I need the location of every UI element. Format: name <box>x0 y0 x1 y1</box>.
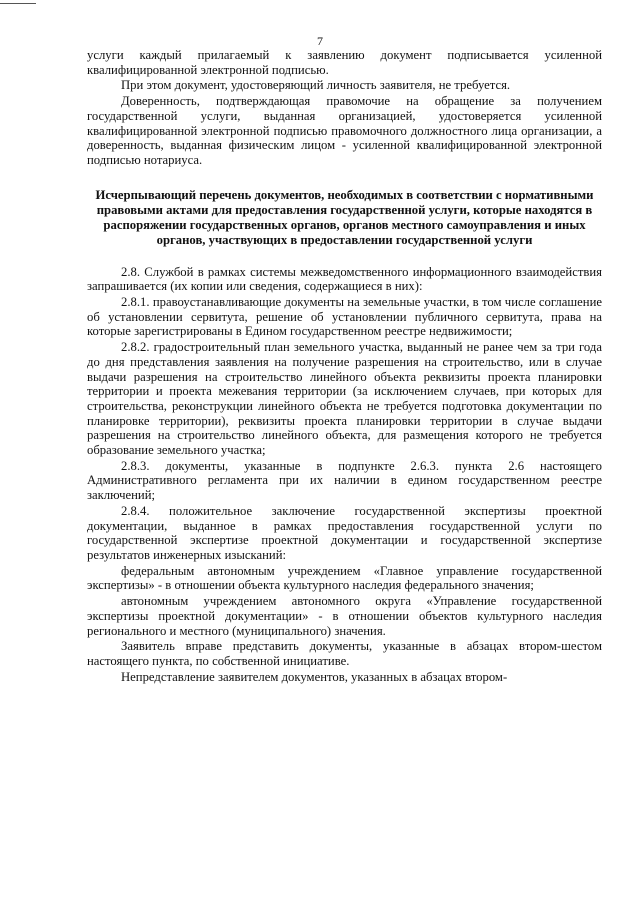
section-heading: Исчерпывающий перечень документов, необходимых в соответствии с нормативными правовыми актами для предоставления государственной услуги, которые находятся в распоряжении государственных органов, органов местного самоуправления и иных органов, участвующих в предоставлении государственной услуги <box>95 187 594 247</box>
paragraph-2-8-4: 2.8.4. положительное заключение государственной экспертизы проектной документации, выданное в рамках предоставления государственной услуги по государственной экспертизе проектной документации и государственной экспертизе результатов инженерных изысканий: <box>87 503 602 562</box>
paragraph-2-8: 2.8. Службой в рамках системы межведомственного информационного взаимодействия запрашивается (их копии или сведения, содержащиеся в них): <box>87 264 602 294</box>
paragraph-identity-document: При этом документ, удостоверяющий личность заявителя, не требуется. <box>121 78 511 93</box>
paragraph-2-8-3: 2.8.3. документы, указанные в подпункте 2.6.3. пункта 2.6 настоящего Административного регламента при их наличии в едином государственном реестре заключений; <box>87 458 602 503</box>
paragraph-2-8-2: 2.8.2. градостроительный план земельного участка, выданный не ранее чем за три года до дня представления заявления на получение разрешения на строительство, или в случае выдачи разрешения на строительство линейного объекта реквизиты проекта планировки территории и проекта межевания территории (за исключением случаев, при которых для строительства, реконструкции линейного объекта не требуется подготовка документации по планировке территории), реквизиты проекта планировки территории в случае выдачи разрешения на строительство линейного объекта, для размещения которого не требуется образование земельного участка; <box>87 340 602 458</box>
paragraph-autonomous-institution: автономным учреждением автономного округа «Управление государственной экспертизы проектной документации» - в отношении объектов культурного наследия регионального и местного (муниципального) значения. <box>87 594 602 638</box>
paragraph-non-submission: Непредставление заявителем документов, указанных в абзацах втором- <box>121 669 508 684</box>
corner-scan-mark <box>0 3 36 4</box>
paragraph-federal-institution: федеральным автономным учреждением «Главное управление государственной экспертизы» - в отношении объекта культурного наследия федерального значения; <box>87 563 602 593</box>
paragraph-signature-continuation: услуги каждый прилагаемый к заявлению документ подписывается усиленной квалифицированной электронной подписью. <box>87 48 602 77</box>
document-body <box>87 48 602 685</box>
paragraph-2-8-1: 2.8.1. правоустанавливающие документы на земельные участки, в том числе соглашение об установлении сервитута, решение об установлении публичного сервитута, права на которые зарегистрированы в Едином государственном реестре недвижимости; <box>87 295 602 339</box>
paragraph-applicant-right: Заявитель вправе представить документы, указанные в абзацах втором-шестом настоящего пункта, по собственной инициативе. <box>87 639 602 668</box>
page-number: 7 <box>317 34 323 48</box>
paragraph-power-of-attorney: Доверенность, подтверждающая правомочие на обращение за получением государственной услуги, выданная организацией, удостоверяется усиленной квалифицированной электронной подписью правомочного должностного лица организации, а доверенность, выданная физическим лицом - усиленной квалифицированной электронной подписью нотариуса. <box>87 94 602 167</box>
